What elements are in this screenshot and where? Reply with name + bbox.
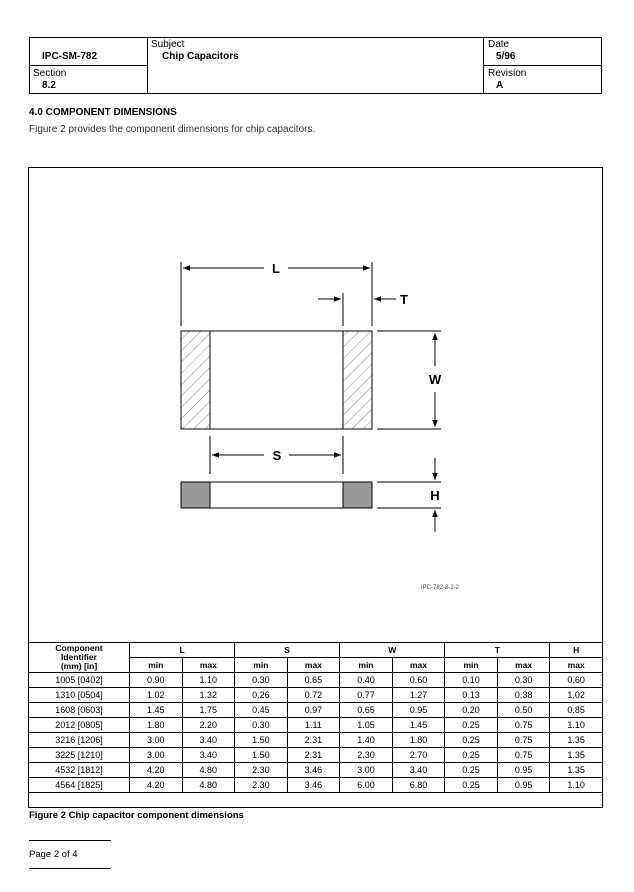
w-min-cell: 2.30 [340,748,393,763]
t-min-cell: 0.25 [445,748,498,763]
side-view [181,482,372,508]
component-identifier-cell: 1005 [0402] [29,673,130,688]
subject-value: Chip Capacitors [162,51,239,62]
revision-label: Revision [488,68,527,79]
group-header-t: T [445,643,550,658]
right-terminal [343,331,372,429]
w-max-cell: 0.95 [392,703,445,718]
s-min-cell: 0.30 [235,718,288,733]
min-header: min [130,658,183,673]
component-identifier-cell: 4564 [1825] [29,778,130,793]
l-max-cell: 1.32 [182,688,235,703]
label-l: L [272,261,280,276]
group-header-w: W [340,643,445,658]
figure-caption: Figure 2 Chip capacitor component dimensions [29,810,244,821]
s-max-cell: 0.97 [287,703,340,718]
date-label: Date [488,39,510,50]
component-identifier-cell: 1608 [0603] [29,703,130,718]
s-max-cell: 2.31 [287,748,340,763]
table-row [29,688,603,703]
w-min-cell: 1.05 [340,718,393,733]
max-header: max [550,658,603,673]
l-max-cell: 2.20 [182,718,235,733]
t-max-cell: 0.95 [497,778,550,793]
left-terminal [181,331,210,429]
h-max-cell: 1.02 [550,688,603,703]
component-identifier-cell: 3225 [1210] [29,748,130,763]
t-max-cell: 0.75 [497,733,550,748]
h-max-cell: 0.85 [550,703,603,718]
identifier-header-line: (mm) [in] [60,661,98,671]
page-number: Page 2 of 4 [29,849,78,860]
s-min-cell: 1.50 [235,733,288,748]
dimension-t [318,293,396,326]
h-max-cell: 1.10 [550,778,603,793]
t-min-cell: 0.25 [445,733,498,748]
l-min-cell: 1.45 [130,703,183,718]
l-min-cell: 0.90 [130,673,183,688]
max-header: max [287,658,340,673]
max-header: max [392,658,445,673]
w-max-cell: 1.45 [392,718,445,733]
w-max-cell: 1.80 [392,733,445,748]
label-w: W [428,372,442,387]
date-value: 5/96 [496,51,516,62]
t-max-cell: 0.95 [497,763,550,778]
identifier-header-line: Component [55,643,103,653]
l-max-cell: 3.40 [182,733,235,748]
component-identifier-cell: 3216 [1206] [29,733,130,748]
s-min-cell: 0.45 [235,703,288,718]
s-min-cell: 2.30 [235,763,288,778]
identifier-header [29,643,130,673]
w-max-cell: 1.27 [392,688,445,703]
document-id: IPC-SM-782 [42,51,98,62]
t-max-cell: 0.75 [497,748,550,763]
t-min-cell: 0.10 [445,673,498,688]
l-min-cell: 1.02 [130,688,183,703]
max-header: max [497,658,550,673]
w-min-cell: 3.00 [340,763,393,778]
t-max-cell: 0.38 [497,688,550,703]
label-s: S [272,448,282,463]
l-max-cell: 1.75 [182,703,235,718]
w-max-cell: 2.70 [392,748,445,763]
t-min-cell: 0.25 [445,763,498,778]
table-row [29,703,603,718]
w-min-cell: 1.40 [340,733,393,748]
h-max-cell: 1.35 [550,748,603,763]
s-max-cell: 3.46 [287,763,340,778]
w-min-cell: 6.00 [340,778,393,793]
table-row [29,763,603,778]
table-row [29,748,603,763]
l-min-cell: 4.20 [130,763,183,778]
table-row [29,778,603,793]
h-max-cell: 1.10 [550,718,603,733]
table-row [29,718,603,733]
h-max-cell: 1.35 [550,763,603,778]
t-min-cell: 0.25 [445,718,498,733]
table-row [29,673,603,688]
label-h: H [430,488,440,503]
group-header-s: S [235,643,340,658]
min-header: min [235,658,288,673]
footer-rule [29,840,111,841]
s-min-cell: 1.50 [235,748,288,763]
component-identifier-cell: 2012 [0805] [29,718,130,733]
l-min-cell: 1.80 [130,718,183,733]
s-max-cell: 1.11 [287,718,340,733]
subject-label: Subject [151,39,185,50]
h-max-cell: 1.35 [550,733,603,748]
revision-value: A [496,80,504,91]
t-min-cell: 0.13 [445,688,498,703]
s-max-cell: 0.72 [287,688,340,703]
intro-paragraph: Figure 2 provides the component dimensions for chip capacitors. [29,124,316,135]
section-value: 8.2 [42,80,56,91]
section-title: 4.0 COMPONENT DIMENSIONS [29,107,177,118]
section-label: Section [33,68,67,79]
w-min-cell: 0.65 [340,703,393,718]
label-t: T [400,292,408,307]
w-min-cell: 0.77 [340,688,393,703]
footer-rule [29,868,111,869]
component-identifier-cell: 1310 [0504] [29,688,130,703]
w-min-cell: 0.40 [340,673,393,688]
t-max-cell: 0.75 [497,718,550,733]
s-max-cell: 0.65 [287,673,340,688]
l-max-cell: 4.80 [182,778,235,793]
figure-id: IPC-782-8-2-2 [421,585,460,591]
s-min-cell: 2.30 [235,778,288,793]
dimensions-table [28,642,603,793]
h-max-cell: 0.60 [550,673,603,688]
s-max-cell: 2.31 [287,733,340,748]
group-header-l: L [130,643,235,658]
min-header: min [340,658,393,673]
t-min-cell: 0.20 [445,703,498,718]
w-max-cell: 0.60 [392,673,445,688]
table-row [29,733,603,748]
max-header: max [182,658,235,673]
component-identifier-cell: 4532 [1812] [29,763,130,778]
l-max-cell: 4.80 [182,763,235,778]
min-header: min [445,658,498,673]
w-max-cell: 3.40 [392,763,445,778]
l-min-cell: 4.20 [130,778,183,793]
l-max-cell: 1.10 [182,673,235,688]
s-max-cell: 3.46 [287,778,340,793]
s-min-cell: 0.30 [235,673,288,688]
t-max-cell: 0.30 [497,673,550,688]
group-header-h: H [550,643,603,658]
w-max-cell: 6.80 [392,778,445,793]
l-min-cell: 3.00 [130,748,183,763]
top-view [181,331,372,429]
l-min-cell: 3.00 [130,733,183,748]
identifier-header-line: Identifier [61,652,97,662]
l-max-cell: 3.40 [182,748,235,763]
t-max-cell: 0.50 [497,703,550,718]
t-min-cell: 0.25 [445,778,498,793]
s-min-cell: 0.26 [235,688,288,703]
